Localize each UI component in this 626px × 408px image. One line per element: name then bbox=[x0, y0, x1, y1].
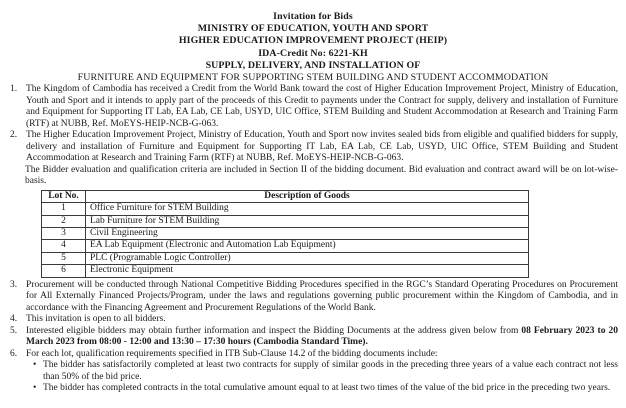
bullet-icon: • bbox=[33, 383, 37, 394]
table-row bbox=[42, 215, 529, 227]
item-1-number: 1. bbox=[10, 84, 18, 95]
lots-table bbox=[41, 190, 529, 278]
lots-table-header-row bbox=[42, 190, 529, 202]
qualification-bullet-2 bbox=[33, 383, 618, 395]
project-line: HIGHER EDUCATION IMPROVEMENT PROJECT (HEIP) bbox=[178, 35, 448, 47]
lot-description-cell: Lab Furniture for STEM Building bbox=[86, 215, 529, 227]
numbered-item-2 bbox=[8, 130, 618, 165]
lot-number-cell: 4 bbox=[42, 240, 86, 252]
lot-description-cell: EA Lab Equipment (Electronic and Automation Lab Equipment) bbox=[86, 240, 529, 252]
subject-line: FURNITURE AND EQUIPMENT FOR SUPPORTING STEM BUILDING AND STUDENT ACCOMMODATION bbox=[77, 72, 549, 84]
item-2-continuation: The Bidder evaluation and qualification criteria are included in Section II of the bidding document. Bid evaluation and contract award will be on lot-wise-basis. bbox=[25, 164, 618, 187]
table-row bbox=[42, 203, 529, 215]
lot-description-cell: Office Furniture for STEM Building bbox=[86, 203, 529, 215]
lot-number-cell: 1 bbox=[42, 203, 86, 215]
table-row bbox=[42, 265, 529, 277]
lot-number-cell: 2 bbox=[42, 215, 86, 227]
bullet-icon: • bbox=[33, 360, 37, 371]
item-2-text: The Higher Education Improvement Project, Ministry of Education, Youth and Sport now invites sealed bids from eligible and qualified bidders for supply, delivery and installation of Furniture and Equipment for Supporting IT Lab, EA Lab, CE Lab, USYD, UIC Office, STEM Building and Student Accommodation at Research and Training Farm (RTF) at NUBB, Ref. MoEYS-HEIP-NCB-G-063. bbox=[26, 130, 618, 164]
credit-number-line: IDA-Credit No: 6221-KH bbox=[258, 47, 368, 59]
table-row bbox=[42, 227, 529, 239]
lot-number-cell: 6 bbox=[42, 265, 86, 277]
item-3-text: Procurement will be conducted through National Competitive Bidding Procedures specified in the RGC’s Standard Operating Procedures on Procurement for All Externally Financed Projects/Program, under the laws and regulations governing public procurement within the Kingdom of Cambodia, and in accordance with the Financing Agreement and Procurement Regulations of the World Bank. bbox=[26, 279, 618, 313]
item-5-text-bold: 08 February 2023 to 20 March 2023 from 08:00 - 12:00 and 13:30 – 17:30 hours (Cambodia Standard Time). bbox=[26, 325, 618, 348]
lot-description-cell: Electronic Equipment bbox=[86, 265, 529, 277]
table-row bbox=[42, 252, 529, 264]
supply-line: SUPPLY, DELIVERY, AND INSTALLATION OF bbox=[205, 59, 421, 71]
item-1-text: The Kingdom of Cambodia has received a Credit from the World Bank toward the cost of Higher Education Improvement Project, Ministry of Education, Youth and Sport and it intends to apply part of the proceeds of this Credit to payments under the Contract for supply, delivery and installation of Furniture and Equipment for Supporting IT Lab, EA Lab, CE Lab, USYD, UIC Office, STEM Building and Student Accommodation at Research and Training Farm (RTF) at NUBB, Ref. MoEYS-HEIP-NCB-G-063. bbox=[26, 84, 618, 129]
item-3-number: 3. bbox=[10, 279, 18, 290]
item-5-number: 5. bbox=[10, 325, 18, 336]
numbered-item-6 bbox=[8, 349, 618, 361]
bullet-1-text: The bidder has satisfactorily completed at least two contracts for supply of similar goods in the preceding three years of a value each contract not less than 50% of the bid price. bbox=[43, 360, 618, 382]
item-2-number: 2. bbox=[10, 130, 18, 141]
lot-description-cell: Civil Engineering bbox=[86, 227, 529, 239]
item-6-number: 6. bbox=[10, 348, 18, 359]
item-4-number: 4. bbox=[10, 314, 18, 325]
item-5-text bbox=[26, 326, 618, 349]
document-body bbox=[8, 84, 618, 394]
lot-number-cell: 5 bbox=[42, 252, 86, 264]
table-row bbox=[42, 240, 529, 252]
document-header bbox=[8, 11, 618, 84]
numbered-item-4 bbox=[8, 314, 618, 326]
qualification-bullet-1 bbox=[33, 360, 618, 383]
ministry-line: MINISTRY OF EDUCATION, YOUTH AND SPORT bbox=[197, 23, 429, 35]
lot-number-cell: 3 bbox=[42, 227, 86, 239]
item-6-text: For each lot, qualification requirements specified in ITB Sub-Clause 14.2 of the bidding documents include: bbox=[26, 348, 438, 359]
numbered-item-5 bbox=[8, 326, 618, 349]
doc-title: Invitation for Bids bbox=[273, 11, 353, 22]
numbered-item-3 bbox=[8, 280, 618, 315]
col-header-description: Description of Goods bbox=[86, 190, 529, 202]
lot-description-cell: PLC (Programable Logic Controller) bbox=[86, 252, 529, 264]
col-header-lot-no: Lot No. bbox=[42, 190, 86, 202]
bullet-2-text: The bidder has completed contracts in the total cumulative amount equal to at least two times of the value of the bid price in the preceding two years. bbox=[43, 383, 611, 394]
item-5-text-normal: Interested eligible bidders may obtain further information and inspect the Bidding Documents at the address given below from bbox=[26, 325, 522, 336]
numbered-item-1 bbox=[8, 84, 618, 130]
item-4-text: This invitation is open to all bidders. bbox=[26, 314, 166, 325]
